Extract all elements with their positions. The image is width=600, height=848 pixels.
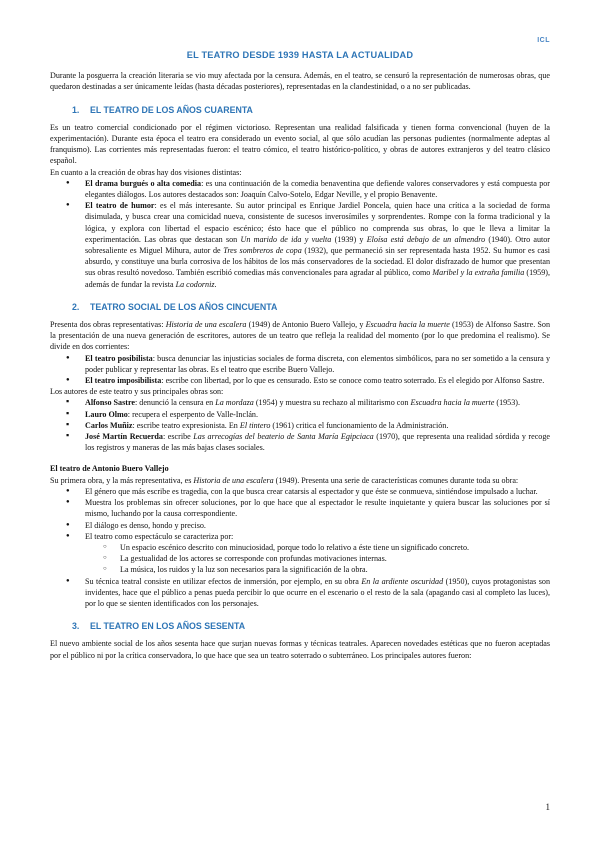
text: (1953) de Alfonso Sastre. Son la presentación de una nueva generación de escritores, autores de un teatro que refleja la realidad del momento (por lo que predomina el realismo). Se divide en dos corrientes: — [50, 320, 550, 352]
text: : es el más interesante. Su autor principal es Enrique Jardiel Poncela, quien hace una crítica a la sociedad de forma disimulada, y busca crear una comicidad nueva, consistente de sucesos inverosímiles y sorprendentes. Rompe con la forma tradicional y la lógica, y explora con libertad el espacio escénico; ésto hace que el público no comprenda sus obras, lo que le lleva a limitar la experimentación. Las obras que destacan son — [85, 201, 551, 244]
sub-list-item: ○ La gestualidad de los actores se corresponde con profundas motivaciones internas. — [50, 553, 550, 564]
text: : busca denunciar las injusticias sociales de forma discreta, con elementos simbólicos, para no ser sometido a la censura y poder publicar y representar las obras. Es el teatro que escribe Buero Vallejo. — [85, 353, 550, 374]
author-name: José Martín Recuerda — [85, 432, 163, 442]
list-item — [50, 576, 550, 610]
section-number: 1. — [72, 104, 80, 115]
text: (1949) de Antonio Buero Vallejo, y — [246, 320, 366, 330]
work-title: Maribel y la extraña familia — [432, 268, 525, 278]
text: (1950), cuyos protagonistas son invidentes, hace que el público a penas pueda percibir lo que ocurre en el escenario o el resto de la sala (apagando casi al completo las luces), por lo que se sienten identificados con los personajes. — [85, 576, 551, 608]
bullet-list — [50, 486, 550, 609]
section-number: 3. — [72, 621, 80, 632]
text: (1932), que permaneció sin ser representada hasta 1952. Su humor es casi absurdo, y constituye una burla corrosiva de los hábitos de los más conservadores de la sociedad. El dolor disfrazado de humor que presentan sus obras resultó novedoso. También escribió comedias más convencionales para agradar al público, como — [85, 246, 550, 278]
work-title: Las arrecogías del beaterio de Santa María Egipciaca — [193, 432, 374, 442]
subsection-heading: El teatro de Antonio Buero Vallejo — [50, 463, 169, 473]
text: : escribe — [162, 432, 194, 442]
text: . — [214, 279, 217, 289]
list-item — [50, 420, 550, 431]
work-title: Eloísa está debajo de un almendro — [366, 234, 486, 244]
list-item: ● El teatro como espectáculo se caracteriza por: — [50, 531, 550, 542]
text: : es una continuación de la comedia benaventina que defiende valores conservadores y está compuesta por elegantes diálogos. Los autores destacados son: Joaquín Calvo-Sotelo, Edgar Neville, y el propio Benavente. — [85, 178, 551, 200]
author-list — [50, 397, 550, 453]
text: Presenta dos obras representativas: — [50, 320, 166, 330]
author-name: Lauro Olmo — [85, 409, 128, 419]
section-title: TEATRO SOCIAL DE LOS AÑOS CINCUENTA — [90, 301, 278, 312]
work-title: Historia de una escalera — [165, 320, 247, 330]
text: (1949). Presenta una serie de características comunes durante toda su obra: — [273, 475, 519, 485]
author-name: Alfonso Sastre — [85, 398, 135, 408]
term: El drama burgués o alta comedia — [85, 178, 202, 188]
work-title: El tintero — [239, 420, 271, 430]
text: (1953). — [494, 398, 520, 408]
list-item: ● El diálogo es denso, hondo y preciso. — [50, 520, 550, 531]
list-item — [50, 431, 550, 453]
work-title: Escuadra hacia la muerte — [410, 398, 495, 408]
work-title: Un marido de ida y vuelta — [240, 234, 332, 244]
list-item — [50, 409, 550, 420]
section-heading-2 — [50, 302, 550, 313]
section-title: EL TEATRO DE LOS AÑOS CUARENTA — [90, 104, 253, 115]
work-title: Tres sombreros de copa — [223, 246, 302, 256]
paragraph — [50, 319, 550, 353]
work-title: Historia de una escalera — [193, 475, 274, 485]
sub-list-item: ○ Un espacio escénico descrito con minuciosidad, porque todo lo relativo a éste tiene un significado concreto. — [50, 542, 550, 553]
section-title: EL TEATRO EN LOS AÑOS SESENTA — [90, 621, 246, 632]
text: : escribe con libertad, por lo que es censurado. Esto se conoce como teatro soterrado. Es el elegido por Alfonso Sastre. — [161, 376, 545, 386]
document-title: EL TEATRO DESDE 1939 HASTA LA ACTUALIDAD — [186, 50, 414, 60]
page-number: 1 — [545, 802, 550, 812]
list-item: ● Muestra los problemas sin ofrecer soluciones, por lo que hace que al espectador le resulte inquietante y quiera buscar las soluciones por sí mismo, luchando por la causa correspondiente. — [50, 497, 550, 519]
section-heading-1 — [50, 105, 550, 116]
text: (1961) critica el funcionamiento de la Administración. — [270, 420, 449, 430]
list-item — [50, 178, 550, 200]
list-item — [50, 200, 550, 290]
paragraph — [50, 475, 550, 486]
work-title: Escuadra hacia la muerte — [365, 320, 450, 330]
text: (1939) y — [331, 234, 367, 244]
work-title: En la ardiente oscuridad — [361, 576, 444, 586]
text: Su primera obra, y la más representativa, es — [50, 475, 194, 485]
text: (1954) y muestra su rechazo al militarismo con — [253, 398, 411, 408]
list-item — [50, 375, 550, 386]
paragraph: El nuevo ambiente social de los años sesenta hace que surjan nuevas formas y técnicas teatrales. Aparecen novedades estéticas que no fueron aceptadas por el público ni por la crítica conservadora, lo que hace que sea un teatro soterrado o subterráneo. Los principales autores fueron: — [50, 639, 550, 660]
document-page — [50, 50, 550, 661]
text: (1940). Otro autor sobresaliente es Miguel Mihura, autor de — [85, 234, 551, 256]
corner-label: ICL — [537, 37, 550, 44]
term: El teatro posibilista — [85, 353, 153, 363]
text: : escribe teatro expresionista. En — [132, 420, 240, 430]
text: (1959), además de fundar la revista — [85, 268, 550, 289]
list-item: ● El género que más escribe es tragedia, con la que busca crear catarsis al espectador y que éste se conmueva, sintiéndose impulsado a luchar. — [50, 486, 550, 497]
intro-paragraph: Durante la posguerra la creación literaria se vio muy afectada por la censura. Además, en el teatro, se censuró la representación de numerosas obras, que quedaron destinadas a ser únicamente leídas (hasta décadas posteriores), representadas en la clandestinidad, o a no ser publicadas. — [50, 71, 550, 92]
list-item — [50, 397, 550, 408]
text: Su técnica teatral consiste en utilizar efectos de inmersión, por ejemplo, en su obra — [85, 576, 362, 586]
paragraph: Los autores de este teatro y sus principales obras son: — [50, 387, 224, 397]
section-number: 2. — [72, 301, 80, 312]
sub-list-item: ○ La música, los ruidos y la luz son necesarios para la significación de la obra. — [50, 564, 550, 575]
author-name: Carlos Muñiz — [85, 420, 133, 430]
work-title: La mordaza — [215, 398, 254, 408]
section-heading-3 — [50, 621, 550, 632]
paragraph: Es un teatro comercial condicionado por el régimen victorioso. Representan una realidad falsificada y tienen forma convencional (huyen de la experimentación). Durante esta época el teatro era considerado un evento social, al que sólo acudían las personas pudientes (normalmente adeptas al franquismo). Las corrientes más representadas fueron: el teatro cómico, el teatro histórico-político, y obras de autores extranjeros y del teatro clásico español. — [50, 122, 550, 166]
list-item — [50, 353, 550, 375]
term: El teatro de humor — [85, 201, 155, 211]
text: (1970), que representa una realidad sórdida y recoge los registros y maneras de las más bajas clases sociales. — [85, 432, 550, 453]
bullet-list — [50, 178, 550, 290]
text: : denunció la censura en — [135, 398, 216, 408]
bullet-list — [50, 353, 550, 387]
term: El teatro imposibilista — [85, 376, 162, 386]
work-title: La codorniz — [175, 279, 215, 289]
paragraph: En cuanto a la creación de obras hay dos visiones distintas: — [50, 167, 242, 177]
text: : recupera el esperpento de Valle-Inclán. — [127, 409, 258, 419]
